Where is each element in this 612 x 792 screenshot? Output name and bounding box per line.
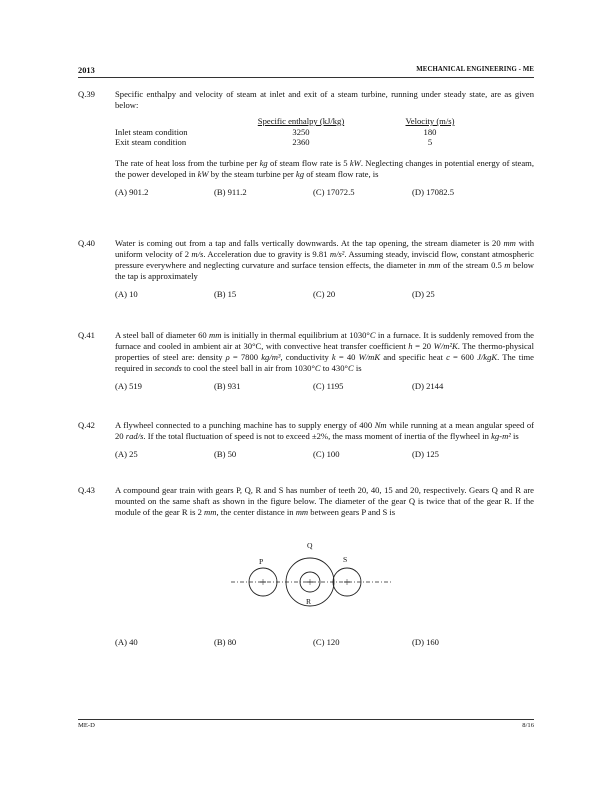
- table-header-velocity: Velocity (m/s): [405, 116, 455, 126]
- option-a[interactable]: (A) 519: [115, 381, 142, 391]
- option-d[interactable]: (D) 160: [412, 637, 439, 647]
- option-a[interactable]: (A) 901.2: [115, 187, 149, 198]
- question-43-options: [78, 636, 534, 648]
- option-a[interactable]: (A) 40: [115, 637, 138, 647]
- table-row: [115, 137, 473, 148]
- option-c[interactable]: (C) 20: [313, 289, 336, 299]
- question-body: The rate of heat loss from the turbine per kg of steam flow rate is 5 kW. Neglecting changes in potential energy of steam, the power developed in kW by the steam turbine per kg of steam flow rate, is: [115, 158, 534, 180]
- option-d[interactable]: (D) 17082.5: [412, 187, 455, 198]
- footer-code: ME-D: [78, 722, 95, 729]
- option-c[interactable]: (C) 17072.5: [313, 187, 355, 198]
- option-d[interactable]: (D) 2144: [412, 381, 444, 391]
- label-r: R: [306, 597, 312, 606]
- question-number: Q.42: [78, 420, 95, 430]
- question-body: A steel ball of diameter 60 mm is initially in thermal equilibrium at 1030°C in a furnace. It is suddenly removed from the furnace and cooled in ambient air at 30°C, with convective heat transfer coefficient h = 20 W/m²K. The thermo-physical properties of steel are: density ρ = 7800 kg/m³, conductivity k = 40 W/mK and specific heat c = 600 J/kgK. The time required in seconds to cool the steel ball in air from 1030°C to 430°C is: [115, 330, 535, 373]
- header-subject: MECHANICAL ENGINEERING - ME: [416, 66, 534, 73]
- question-number: Q.41: [78, 330, 95, 340]
- label-p: P: [259, 557, 264, 566]
- question-number: Q.43: [78, 485, 95, 495]
- gear-train-figure: [225, 540, 395, 610]
- question-39: [78, 89, 534, 198]
- option-a[interactable]: (A) 10: [115, 289, 138, 299]
- answer-options: [115, 187, 534, 198]
- table-header-enthalpy: Specific enthalpy (kJ/kg): [257, 116, 345, 126]
- option-c[interactable]: (C) 120: [313, 637, 340, 647]
- label-s: S: [343, 555, 348, 564]
- answer-options: [115, 637, 534, 648]
- header-rule: [78, 77, 534, 78]
- question-stem: Specific enthalpy and velocity of steam at inlet and exit of a steam turbine, running under steady state, are as given below:: [115, 89, 534, 110]
- header-year: 2013: [78, 66, 95, 75]
- question-41: [78, 330, 534, 392]
- question-number: Q.39: [78, 89, 95, 99]
- question-42: [78, 420, 534, 460]
- answer-options: [115, 381, 534, 392]
- option-b[interactable]: (B) 15: [214, 289, 237, 299]
- option-c[interactable]: (C) 100: [313, 449, 340, 459]
- label-q: Q: [307, 541, 313, 550]
- footer-rule: [78, 719, 534, 720]
- row-velocity: 5: [427, 137, 433, 148]
- option-b[interactable]: (B) 931: [214, 381, 241, 391]
- table-row: [115, 127, 473, 138]
- option-d[interactable]: (D) 125: [412, 449, 439, 459]
- answer-options: [115, 449, 534, 460]
- row-enthalpy: 3250: [292, 126, 310, 137]
- row-label: Inlet steam condition: [115, 126, 188, 137]
- footer-page-number: 8/16: [522, 722, 534, 729]
- option-c[interactable]: (C) 1195: [313, 381, 344, 391]
- question-body: A flywheel connected to a punching machine has to supply energy of 400 Nm while running at a mean angular speed of 20 rad/s. If the total fluctuation of speed is not to exceed ±2%, the mass moment of inertia of the flywheel in kg-m² is: [115, 420, 535, 441]
- answer-options: [115, 289, 534, 300]
- question-40: [78, 238, 534, 300]
- question-number: Q.40: [78, 238, 95, 248]
- question-43: [78, 485, 534, 525]
- option-a[interactable]: (A) 25: [115, 449, 138, 459]
- option-b[interactable]: (B) 50: [214, 449, 237, 459]
- question-body: Water is coming out from a tap and falls vertically downwards. At the tap opening, the stream diameter is 20 mm with uniform velocity of 2 m/s. Acceleration due to gravity is 9.81 m/s². Assuming steady, inviscid flow, constant atmospheric pressure everywhere and neglecting curvature and surface tension effects, the diameter in mm of the stream 0.5 m below the tap is approximately: [115, 238, 535, 281]
- question-body: A compound gear train with gears P, Q, R and S has number of teeth 20, 40, 15 and 20, respectively. Gears Q and R are mounted on the same shaft as shown in the figure below. The diameter of the gear Q is twice that of the gear R. If the module of the gear R is 2 mm, the center distance in mm between gears P and S is: [115, 485, 534, 517]
- option-b[interactable]: (B) 80: [214, 637, 237, 647]
- row-label: Exit steam condition: [115, 137, 187, 148]
- option-b[interactable]: (B) 911.2: [214, 187, 247, 198]
- steam-table: [115, 116, 473, 148]
- option-d[interactable]: (D) 25: [412, 289, 435, 299]
- row-velocity: 180: [423, 126, 437, 137]
- row-enthalpy: 2360: [292, 137, 310, 148]
